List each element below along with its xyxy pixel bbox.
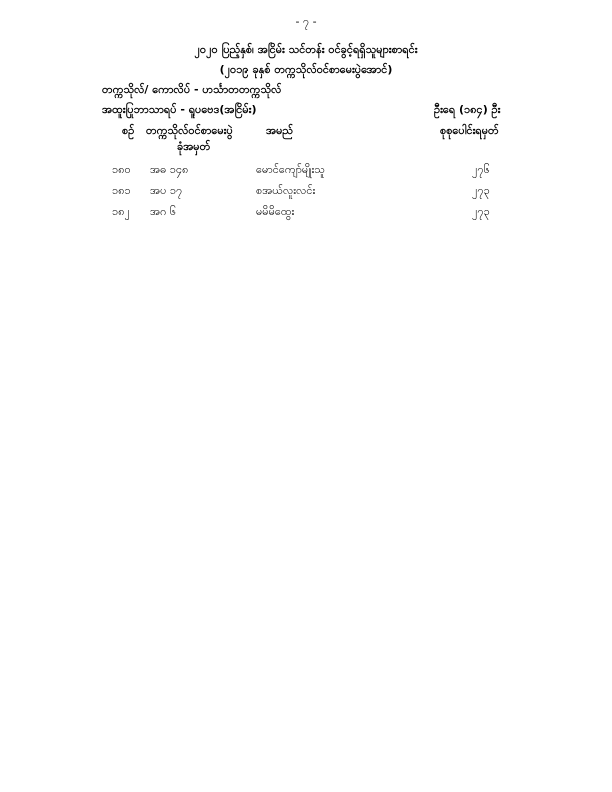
row-total: ၂၇၃ bbox=[472, 184, 490, 197]
header-exam-number: တက္ကသိုလ်ဝင်စာမေးပွဲ bbox=[146, 124, 233, 137]
page-number: - ၇ - bbox=[295, 15, 317, 28]
row-total: ၂၇၃ bbox=[472, 205, 490, 218]
document-subtitle: (၂၀၁၉ ခုနှစ် တက္ကသိုလ်ဝင်စာမေးပွဲအောင်) bbox=[219, 63, 393, 76]
quota-count: ဦးရေ (၁၈၄) ဦး bbox=[434, 103, 501, 116]
header-exam-number-line2: ခုံအမှတ် bbox=[177, 140, 211, 153]
subject-line: အထူးပြုဘာသာရပ် - ရူပဗေဒ(အငြိမ်း) bbox=[102, 103, 257, 116]
row-serial: ၁၈၂ bbox=[112, 205, 130, 218]
university-line: တက္ကသိုလ်/ ကောလိပ် - ဟင်္သာတတက္ကသိုလ် bbox=[102, 83, 282, 96]
row-exam-number: အဂ ၆ bbox=[150, 205, 177, 218]
row-name: မောင်ကျော်မျိုးသူ bbox=[256, 163, 325, 176]
row-serial: ၁၈၀ bbox=[112, 163, 131, 176]
row-exam-number: အပ ၁၇ bbox=[150, 184, 183, 197]
document-title: ၂၀၂၀ ပြည့်နှစ်၊ အငြိမ်း သင်တန်း ဝင်ခွင့်ရရှိသူများစာရင်း bbox=[194, 43, 418, 56]
row-name: မမိမိထွေး bbox=[256, 205, 295, 218]
row-name: စအယ်လူးလင်း bbox=[256, 184, 316, 197]
row-serial: ၁၈၁ bbox=[112, 184, 131, 197]
header-name: အမည် bbox=[266, 124, 294, 137]
row-exam-number: အဓ ၁၄၈ bbox=[150, 163, 189, 176]
header-total: စုစုပေါင်းရမှတ် bbox=[440, 124, 499, 137]
row-total: ၂၇၆ bbox=[472, 163, 490, 176]
header-serial: စဉ် bbox=[122, 124, 135, 137]
